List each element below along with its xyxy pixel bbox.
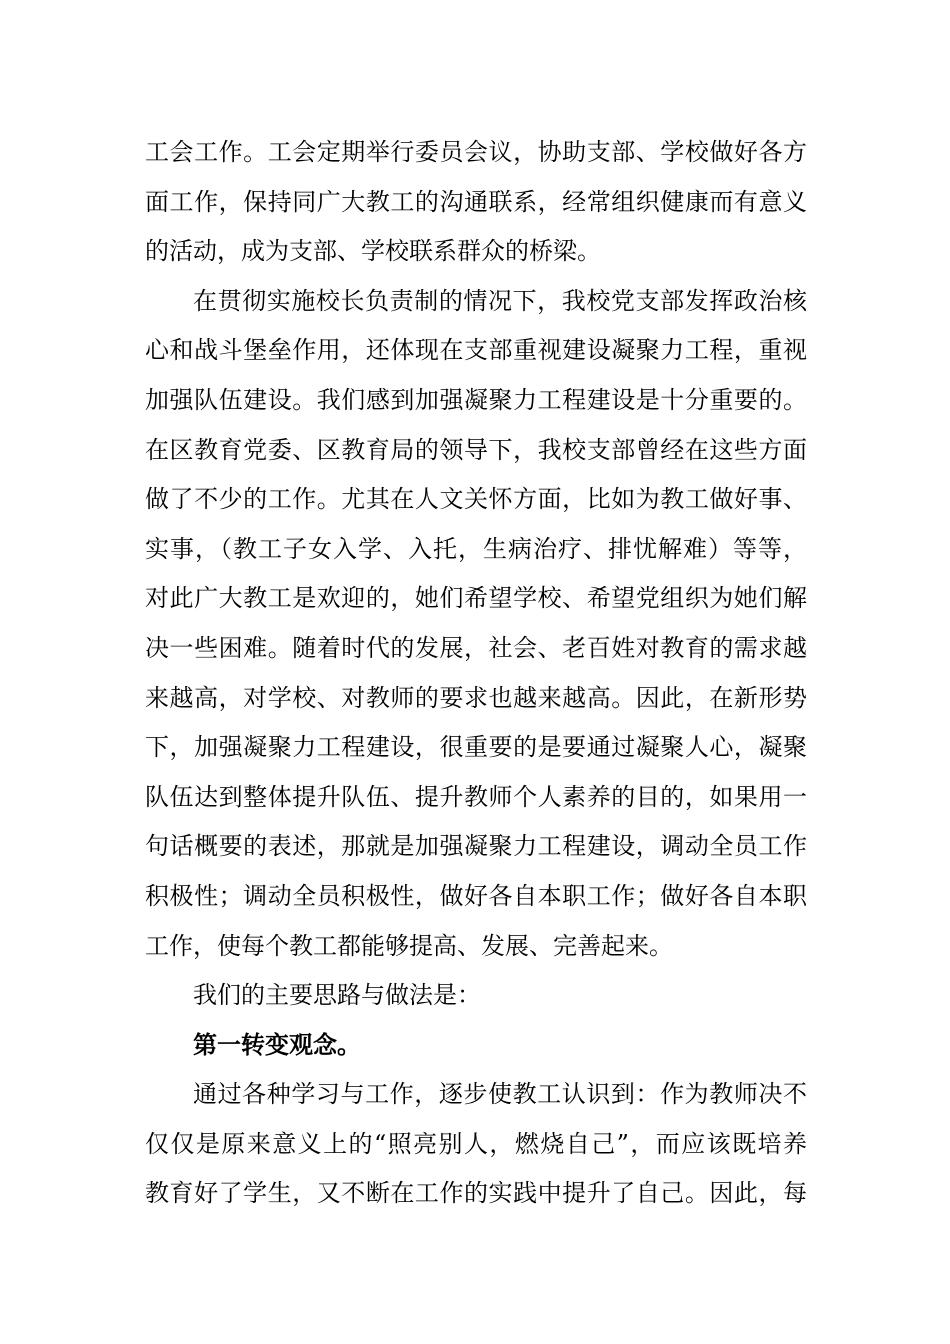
text-line: 决一些困难。随着时代的发展，社会、老百姓对教育的需求越 [145,633,807,662]
text-line: 积极性；调动全员积极性，做好各自本职工作；做好各自本职 [145,881,807,910]
text-line: 的活动，成为支部、学校联系群众的桥梁。 [145,237,601,266]
text-line: 心和战斗堡垒作用，还体现在支部重视建设凝聚力工程，重视 [145,336,807,365]
text-line: 通过各种学习与工作，逐步使教工认识到：作为教师决不 [193,1080,807,1109]
text-line: 工会工作。工会定期举行委员会议，协助支部、学校做好各方 [145,138,807,166]
section-heading: 第一转变观念。 [193,1030,361,1059]
text-line: 做了不少的工作。尤其在人文关怀方面，比如为教工做好事、 [145,485,807,514]
text-line: 下，加强凝聚力工程建设，很重要的是要通过凝聚人心，凝聚 [145,733,807,762]
text-line: 仅仅是原来意义上的“照亮别人，燃烧自己”，而应该既培养 [145,1129,807,1158]
text-line: 对此广大教工是欢迎的，她们希望学校、希望党组织为她们解 [145,584,807,613]
text-line: 我们的主要思路与做法是： [193,981,481,1010]
text-line: 面工作，保持同广大教工的沟通联系，经常组织健康而有意义 [145,187,807,216]
text-line: 教育好了学生，又不断在工作的实践中提升了自己。因此，每 [145,1179,807,1208]
text-line: 来越高，对学校、对教师的要求也越来越高。因此，在新形势 [145,683,807,712]
text-line: 句话概要的表述，那就是加强凝聚力工程建设，调动全员工作 [145,832,807,861]
text-line: 在区教育党委、区教育局的领导下，我校支部曾经在这些方面 [145,435,807,464]
document-body [145,128,807,1219]
text-line: 工作，使每个教工都能够提高、发展、完善起来。 [145,931,673,960]
text-line: 队伍达到整体提升队伍、提升教师个人素养的目的，如果用一 [145,782,807,811]
text-line: 实事，（教工子女入学、入托，生病治疗、排忧解难）等等， [145,534,807,563]
text-line: 加强队伍建设。我们感到加强凝聚力工程建设是十分重要的。 [145,385,807,414]
text-line: 在贯彻实施校长负责制的情况下，我校党支部发挥政治核 [193,286,807,315]
